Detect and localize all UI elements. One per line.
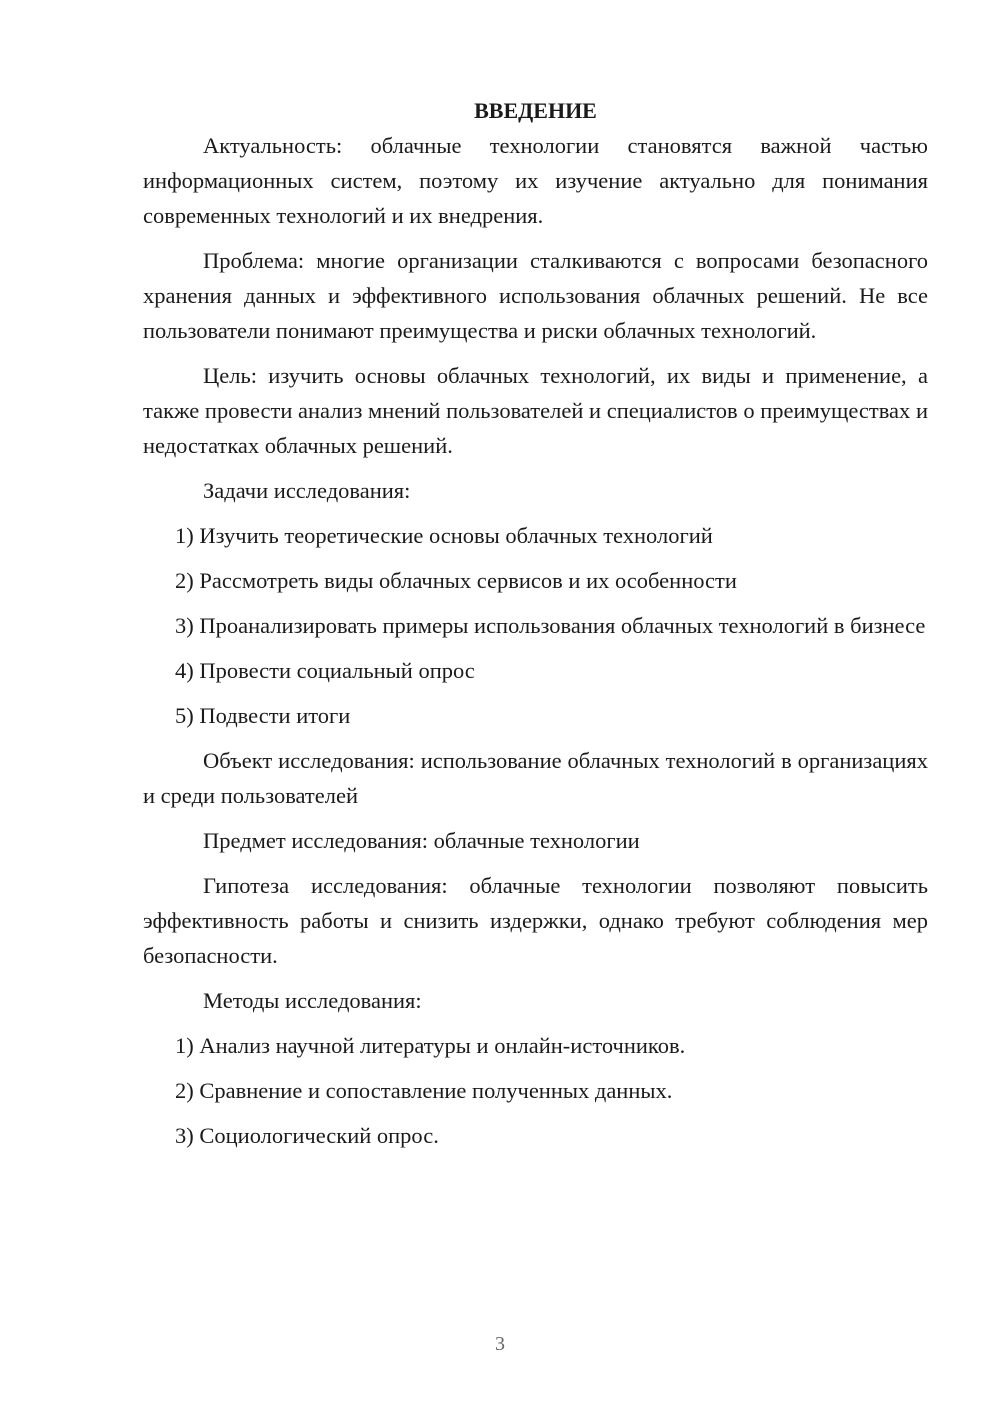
method-item: 2) Сравнение и сопоставление полученных данных. — [175, 1078, 673, 1103]
relevance-paragraph: Актуальность: облачные технологии становятся важной частью информационных систем, поэтому их изучение актуально для понимания современных технологий и их внедрения. — [143, 133, 928, 228]
problem-paragraph: Проблема: многие организации сталкиваются с вопросами безопасного хранения данных и эффективного использования облачных решений. Не все пользователи понимают преимущества и риски облачных технологий. — [143, 248, 928, 343]
method-item: 1) Анализ научной литературы и онлайн-источников. — [175, 1033, 686, 1058]
tasks-heading: Задачи исследования: — [203, 478, 411, 503]
tasks-list — [143, 518, 928, 733]
task-item: 1) Изучить теоретические основы облачных технологий — [175, 523, 713, 548]
object-paragraph: Объект исследования: использование облачных технологий в организациях и среди пользователей — [143, 748, 928, 808]
task-item: 3) Проанализировать примеры использования облачных технологий в бизнесе — [175, 613, 926, 638]
methods-heading: Методы исследования: — [203, 988, 422, 1013]
task-item: 5) Подвести итоги — [175, 703, 351, 728]
methods-list — [143, 1028, 928, 1153]
hypothesis-paragraph: Гипотеза исследования: облачные технологии позволяют повысить эффективность работы и снизить издержки, однако требуют соблюдения мер безопасности. — [143, 873, 928, 968]
goal-paragraph: Цель: изучить основы облачных технологий, их виды и применение, а также провести анализ мнений пользователей и специалистов о преимуществах и недостатках облачных решений. — [143, 363, 928, 458]
page-number: 3 — [495, 1333, 505, 1355]
subject-paragraph: Предмет исследования: облачные технологии — [203, 828, 640, 853]
section-title: ВВЕДЕНИЕ — [474, 98, 597, 123]
method-item: 3) Социологический опрос. — [175, 1123, 439, 1148]
task-item: 2) Рассмотреть виды облачных сервисов и их особенности — [175, 568, 737, 593]
page-content — [143, 96, 928, 1163]
task-item: 4) Провести социальный опрос — [175, 658, 475, 683]
